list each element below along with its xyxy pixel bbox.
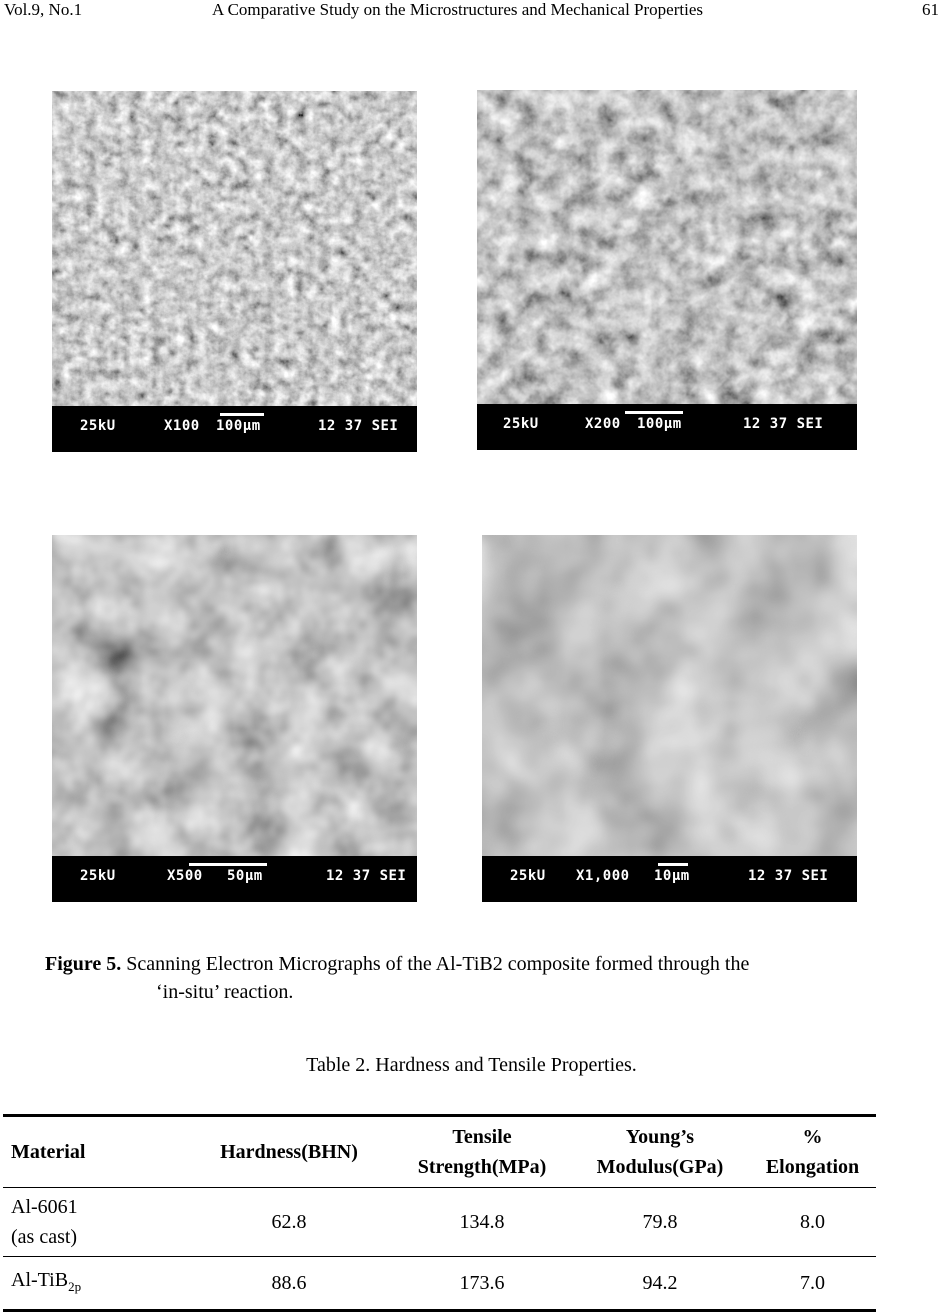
sem-scale-label: 50µm — [227, 868, 263, 884]
sem-magnification: X200 — [585, 416, 621, 432]
col-header-youngs — [571, 1116, 749, 1188]
table-header-row — [3, 1116, 876, 1188]
page-header — [0, 0, 943, 24]
figure-caption-line1: Scanning Electron Micrographs of the Al-TiB2 composite formed through the — [126, 953, 750, 975]
sem-magnification: X500 — [167, 868, 203, 884]
page-number: 61 — [922, 0, 939, 19]
cell-material-line2: (as cast) — [11, 1226, 78, 1248]
col-header-tensile-line2: Strength(MPa) — [417, 1156, 547, 1178]
sem-scale-bar — [189, 863, 267, 866]
sem-micrograph-x100 — [52, 91, 417, 452]
sem-info-bar — [52, 856, 417, 902]
cell-material — [3, 1188, 185, 1257]
sem-info-bar — [52, 406, 417, 452]
sem-scale-bar — [658, 863, 688, 866]
cell-material — [3, 1257, 185, 1311]
sem-scale-label: 100µm — [216, 418, 261, 434]
col-header-youngs-line1: Young’s — [625, 1126, 695, 1148]
col-header-hardness: Hardness(BHN) — [220, 1141, 358, 1163]
cell-tensile: 134.8 — [459, 1211, 505, 1233]
sem-image-texture — [477, 90, 857, 450]
sem-voltage: 25kU — [80, 418, 116, 434]
cell-material-base: Al-TiB — [11, 1268, 69, 1291]
sem-image-texture — [482, 535, 857, 902]
cell-hardness: 88.6 — [271, 1272, 307, 1294]
table-row — [3, 1257, 876, 1311]
sem-code: 12 37 SEI — [743, 416, 824, 432]
cell-youngs: 79.8 — [642, 1211, 678, 1233]
sem-scale-label: 10µm — [654, 868, 690, 884]
col-header-youngs-line2: Modulus(GPa) — [596, 1156, 724, 1178]
cell-elongation: 7.0 — [800, 1272, 825, 1294]
sem-info-bar — [482, 856, 857, 902]
sem-info-bar — [477, 404, 857, 450]
sem-voltage: 25kU — [503, 416, 539, 432]
cell-material-subscript: 2p — [68, 1278, 82, 1294]
figure-caption — [45, 950, 925, 1006]
journal-volume: Vol.9, No.1 — [4, 0, 83, 19]
cell-material-line1: Al-6061 — [11, 1196, 78, 1218]
col-header-material: Material — [11, 1141, 86, 1163]
running-title: A Comparative Study on the Microstructures and Mechanical Properties — [212, 0, 703, 19]
figure-caption-line2: ‘in-situ’ reaction. — [156, 981, 294, 1003]
sem-magnification: X100 — [164, 418, 200, 434]
table-row — [3, 1188, 876, 1257]
cell-youngs: 94.2 — [642, 1272, 678, 1294]
sem-image-texture — [52, 535, 417, 902]
col-header-elongation-line2: Elongation — [765, 1156, 860, 1178]
sem-micrograph-x200 — [477, 90, 857, 450]
cell-tensile: 173.6 — [459, 1272, 505, 1294]
sem-scale-bar — [220, 413, 264, 416]
figure-label: Figure 5. — [45, 953, 122, 975]
cell-hardness: 62.8 — [271, 1211, 307, 1233]
sem-code: 12 37 SEI — [318, 418, 399, 434]
properties-table — [3, 1114, 876, 1312]
sem-micrograph-x1000 — [482, 535, 857, 902]
sem-micrograph-x500 — [52, 535, 417, 902]
cell-elongation: 8.0 — [800, 1211, 825, 1233]
col-header-tensile-line1: Tensile — [452, 1126, 512, 1148]
sem-voltage: 25kU — [510, 868, 546, 884]
col-header-elongation-line1: % — [802, 1126, 823, 1148]
sem-code: 12 37 SEI — [748, 868, 829, 884]
sem-magnification: X1,000 — [576, 868, 630, 884]
col-header-tensile — [393, 1116, 571, 1188]
sem-scale-label: 100µm — [637, 416, 682, 432]
sem-code: 12 37 SEI — [326, 868, 407, 884]
table-title: Table 2. Hardness and Tensile Properties. — [306, 1054, 637, 1076]
sem-image-texture — [52, 91, 417, 452]
col-header-elongation — [749, 1116, 876, 1188]
sem-scale-bar — [625, 411, 683, 414]
sem-voltage: 25kU — [80, 868, 116, 884]
